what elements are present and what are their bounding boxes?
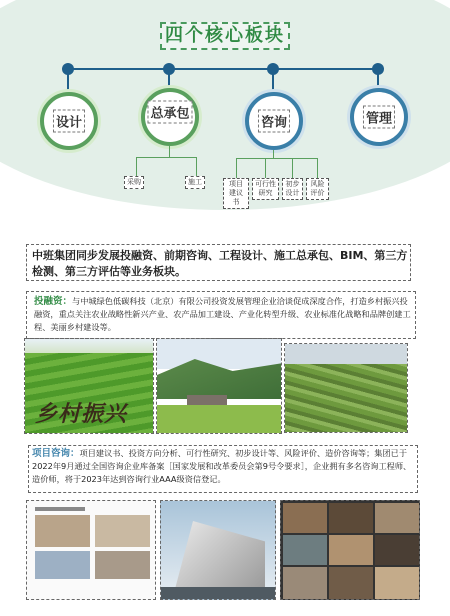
- tree-line: [236, 158, 237, 178]
- consulting-paragraph: [32, 447, 414, 486]
- sector-label: 管理: [363, 106, 395, 129]
- investment-label: 投融资：: [34, 296, 73, 307]
- sector-epc: [141, 88, 199, 146]
- interior-photo: [329, 503, 373, 533]
- photo-rural-revitalization: [24, 338, 154, 434]
- doc-image: [35, 551, 90, 579]
- photo-sky: [25, 339, 154, 353]
- tree-line: [265, 158, 266, 178]
- interior-photo: [375, 567, 419, 599]
- photo-sky: [285, 344, 408, 366]
- tree-line: [317, 158, 318, 178]
- interior-photo: [329, 535, 373, 565]
- sector-label: 总承包: [147, 101, 192, 124]
- consult-item: 可行性研究: [252, 178, 279, 200]
- tree-line: [169, 146, 170, 157]
- building-base: [161, 587, 276, 600]
- intro-text: 中班集团同步发展投融资、前期咨询、工程设计、施工总承包、BIM、第三方检测、第三方评估等业务板块。: [32, 249, 408, 278]
- building-shape: [175, 521, 265, 589]
- photo-caption: 乡村振兴: [35, 402, 128, 427]
- tree-line: [273, 150, 274, 158]
- epc-item: 采购: [124, 176, 144, 189]
- tree-line: [136, 157, 137, 176]
- doc-image: [95, 515, 150, 547]
- timeline-connector: [67, 74, 69, 92]
- sector-label: 设计: [53, 110, 85, 133]
- doc-header-bar: [35, 507, 85, 511]
- sector-design: [40, 92, 98, 150]
- investment-text: 与中城绿色低碳科技（北京）有限公司投资发展管理企业洽谈促成深度合作，打造乡村振兴投融资，重点关注农业战略性新兴产业、农产品加工建设、产业化转型升级、农业标准化战略和品牌创建工程、美丽乡村建设等。: [34, 296, 411, 332]
- tree-line: [196, 157, 197, 176]
- photo-village: [156, 338, 282, 434]
- sector-label: 咨询: [258, 110, 290, 133]
- tree-line: [136, 157, 197, 158]
- interior-photo: [375, 503, 419, 533]
- timeline-connector: [377, 74, 379, 88]
- timeline-connector: [272, 74, 274, 92]
- interior-photo: [375, 535, 419, 565]
- photo-field: [285, 364, 408, 433]
- interior-photo: [283, 503, 327, 533]
- building-rendering: [160, 500, 276, 600]
- consult-item: 初步设计: [282, 178, 303, 200]
- timeline-line: [68, 68, 378, 70]
- tree-line: [236, 158, 318, 159]
- photo-sky: [157, 339, 282, 369]
- consulting-text: 项目建议书、投资方向分析、可行性研究、初步设计等、风险评价、造价咨询等；集团已于2022年9月通过全国咨询企业库备案［国家发展和改革委员会第9号令要求］，企业拥有多名咨询工程师、造价师，将于2023年达到咨询行业AAA级资信登记。: [32, 448, 412, 484]
- sector-management: [350, 88, 408, 146]
- doc-thumbnail: [26, 500, 156, 600]
- interior-gallery: [280, 500, 420, 600]
- page-title: 四个核心板块: [160, 22, 290, 50]
- consulting-label: 项目咨询：: [32, 448, 80, 459]
- doc-image: [35, 515, 90, 547]
- photo-field: [157, 405, 282, 434]
- doc-image: [95, 551, 150, 579]
- photo-terraces: [284, 343, 408, 433]
- consult-item: 项目建议书: [223, 178, 249, 209]
- investment-paragraph: [34, 295, 412, 334]
- interior-photo: [329, 567, 373, 599]
- interior-photo: [283, 567, 327, 599]
- tree-line: [292, 158, 293, 178]
- consult-item: 风险评价: [306, 178, 329, 200]
- timeline-connector: [168, 74, 170, 88]
- interior-photo: [283, 535, 327, 565]
- sector-consulting: [245, 92, 303, 150]
- epc-item: 施工: [185, 176, 205, 189]
